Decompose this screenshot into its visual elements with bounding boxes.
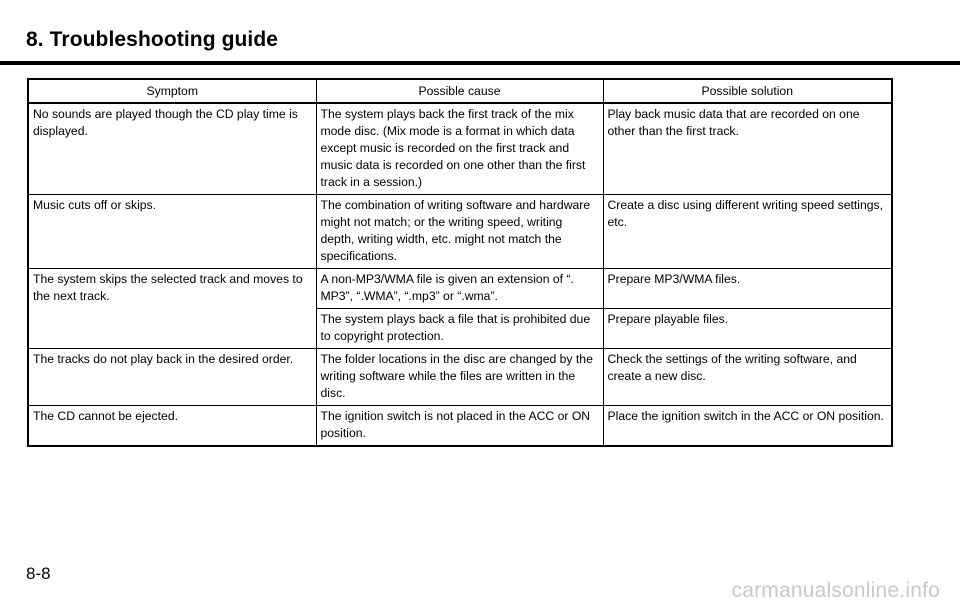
cause-cell: The system plays back a file that is prohibited due to copyright protection. — [316, 309, 603, 349]
symptom-cell: The system skips the selected track and moves to the next track. — [28, 269, 316, 349]
table-header-row — [28, 79, 892, 103]
cause-cell: A non-MP3/WMA file is given an extension of “. MP3”, “.WMA”, “.mp3” or “.wma”. — [316, 269, 603, 309]
cause-cell: The system plays back the first track of the mix mode disc. (Mix mode is a format in which data except music is recorded on the first track and music data is recorded on one other than the first track in a session.) — [316, 103, 603, 195]
column-header-solution: Possible solution — [603, 79, 892, 103]
title-divider — [0, 61, 960, 65]
symptom-cell: The tracks do not play back in the desired order. — [28, 349, 316, 406]
symptom-cell: The CD cannot be ejected. — [28, 406, 316, 447]
page-number: 8-8 — [26, 564, 51, 583]
solution-cell: Play back music data that are recorded on one other than the first track. — [603, 103, 892, 195]
symptom-cell: No sounds are played though the CD play time is displayed. — [28, 103, 316, 195]
page-title: 8. Troubleshooting guide — [26, 28, 279, 51]
symptom-cell: Music cuts off or skips. — [28, 195, 316, 269]
solution-cell: Check the settings of the writing software, and create a new disc. — [603, 349, 892, 406]
solution-cell: Place the ignition switch in the ACC or ON position. — [603, 406, 892, 447]
troubleshooting-table — [27, 78, 893, 447]
table-row — [28, 103, 892, 195]
table-row — [28, 195, 892, 269]
solution-cell: Prepare MP3/WMA files. — [603, 269, 892, 309]
table-row — [28, 406, 892, 447]
solution-cell: Prepare playable files. — [603, 309, 892, 349]
solution-cell: Create a disc using different writing speed settings, etc. — [603, 195, 892, 269]
cause-cell: The ignition switch is not placed in the ACC or ON position. — [316, 406, 603, 447]
table-row — [28, 269, 892, 309]
cause-cell: The folder locations in the disc are changed by the writing software while the files are written in the disc. — [316, 349, 603, 406]
column-header-cause: Possible cause — [316, 79, 603, 103]
cause-cell: The combination of writing software and hardware might not match; or the writing speed, writing depth, writing width, etc. might not match the specifications. — [316, 195, 603, 269]
table-row — [28, 349, 892, 406]
column-header-symptom: Symptom — [28, 79, 316, 103]
watermark: carmanualsonline.info — [731, 579, 940, 602]
